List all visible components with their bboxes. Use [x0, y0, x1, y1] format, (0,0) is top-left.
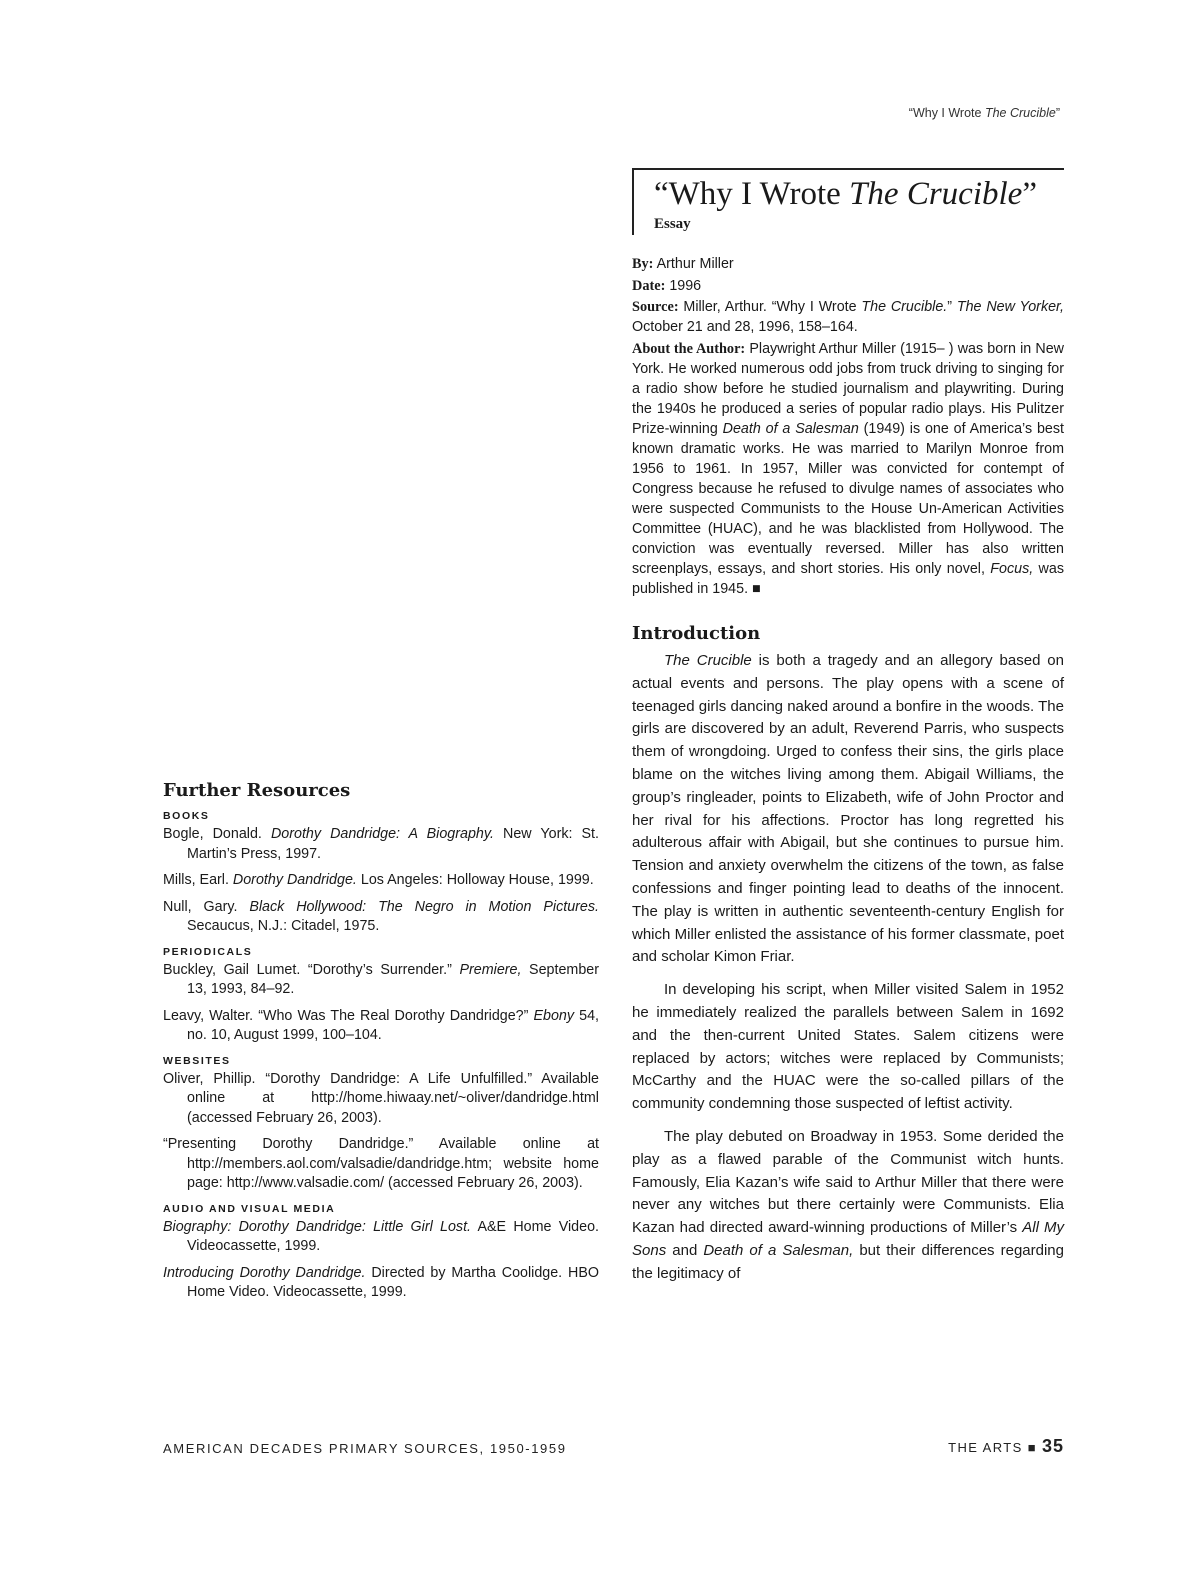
meta-source: Source: Miller, Arthur. “Why I Wrote The Crucible.” The New Yorker, October 21 and 28, 1996, 158–164.: [632, 299, 1064, 335]
section-label-periodicals: PERIODICALS: [163, 945, 253, 958]
title-block: [632, 168, 1064, 235]
further-resources-title: Further Resources: [163, 780, 351, 801]
essay-title: “Why I Wrote The Crucible”: [654, 176, 1037, 212]
main-column: [632, 168, 1064, 1296]
reference-item: Introducing Dorothy Dandridge. Directed by Martha Coolidge. HBO Home Video. Videocassette, 1999.: [163, 1264, 599, 1300]
footer-section: THE ARTS ■ 35: [948, 1436, 1064, 1456]
title-rule: [634, 168, 1064, 170]
reference-item: Null, Gary. Black Hollywood: The Negro in Motion Pictures. Secaucus, N.J.: Citadel, 1975.: [163, 898, 600, 934]
reference-item: Oliver, Phillip. “Dorothy Dandridge: A Life Unfulfilled.” Available online at http://home.hiwaay.net/~oliver/dandridge.html (accessed February 26, 2003).: [163, 1070, 599, 1126]
section-label-books: BOOKS: [163, 810, 210, 822]
reference-item: Biography: Dorothy Dandridge: Little Girl Lost. A&E Home Video. Videocassette, 1999.: [163, 1218, 599, 1254]
essay-type: Essay: [654, 216, 691, 232]
reference-item: Leavy, Walter. “Who Was The Real Dorothy Dandridge?” Ebony 54, no. 10, August 1999, 100–104.: [163, 1007, 599, 1043]
introduction-heading: Introduction: [632, 623, 761, 644]
reference-item: “Presenting Dorothy Dandridge.” Available online at http://members.aol.com/valsadie/dandridge.htm; website home page: http://www.valsadie.com/ (accessed February 26, 2003).: [163, 1136, 599, 1191]
page-number: 35: [1041, 1436, 1064, 1456]
running-head: “Why I Wrote The Crucible”: [908, 106, 1060, 120]
section-label-audio-visual: AUDIO AND VISUAL MEDIA: [163, 1202, 336, 1215]
footer-book-title: AMERICAN DECADES PRIMARY SOURCES, 1950-1959: [163, 1441, 567, 1456]
section-label-websites: WEBSITES: [163, 1054, 231, 1067]
reference-item: Bogle, Donald. Dorothy Dandridge: A Biography. New York: St. Martin’s Press, 1997.: [163, 826, 599, 862]
further-resources: [163, 780, 599, 1310]
paragraph: In developing his script, when Miller visited Salem in 1952 he immediately realized the parallels between Salem in 1692 and the then-current United States. Salem citizens were replaced by actors; witches were replaced by Communists; McCarthy and the HUAC were the so-called pillars of the community condemning those suspected of leftist activity.: [632, 981, 1064, 1113]
paragraph: The Crucible is both a tragedy and an allegory based on actual events and persons. The play opens with a scene of teenaged girls dancing naked around a bonfire in the woods. The girls are discovered by an adult, Reverend Parris, who suspects them of wrongdoing. Urged to confess their sins, the girls place blame on the witches living among them. Abigail Williams, the group’s ringleader, points to Elizabeth, wife of John Proctor and her rival for his affections. Proctor has long regretted his adulterous affair with Abigail, but she continues to pursue him. Tension and anxiety overwhelm the citizens of the town, as false confessions and finger pointing lead to deaths of the innocent. The play is written in authentic seventeenth-century English for which Miller enlisted the assistance of his former classmate, poet and scholar Kimon Friar.: [632, 652, 1064, 966]
meta-author: By: Arthur Miller: [632, 256, 734, 272]
about-author: About the Author: Playwright Arthur Miller (1915– ) was born in New York. He worked numerous odd jobs from truck driving to singing for a radio show before he studied journalism and playwriting. During the 1940s he produced a series of popular radio plays. His Pulitzer Prize-winning Death of a Salesman (1949) is one of America’s best known dramatic works. He was married to Marilyn Monroe from 1956 to 1961. In 1957, Miller was convicted for contempt of Congress because he refused to divulge names of associates who were suspected Communists to the House Un-American Activities Committee (HUAC), and he was blacklisted from Hollywood. The conviction was eventually reversed. Miller has also written screenplays, essays, and short stories. His only novel, Focus, was published in 1945. ■: [632, 341, 1064, 597]
reference-item: Mills, Earl. Dorothy Dandridge. Los Angeles: Holloway House, 1999.: [163, 872, 594, 888]
meta-date: Date: 1996: [632, 277, 702, 294]
paragraph: The play debuted on Broadway in 1953. Some derided the play as a flawed parable of the Communist witch hunts. Famously, Elia Kazan’s wife said to Arthur Miller that there were never any witches but there certainly were Communists. Elia Kazan had directed award-winning productions of Miller’s All My Sons and Death of a Salesman, but their differences regarding the legitimacy of: [632, 1127, 1064, 1282]
reference-item: Buckley, Gail Lumet. “Dorothy’s Surrender.” Premiere, September 13, 1993, 84–92.: [163, 961, 599, 997]
